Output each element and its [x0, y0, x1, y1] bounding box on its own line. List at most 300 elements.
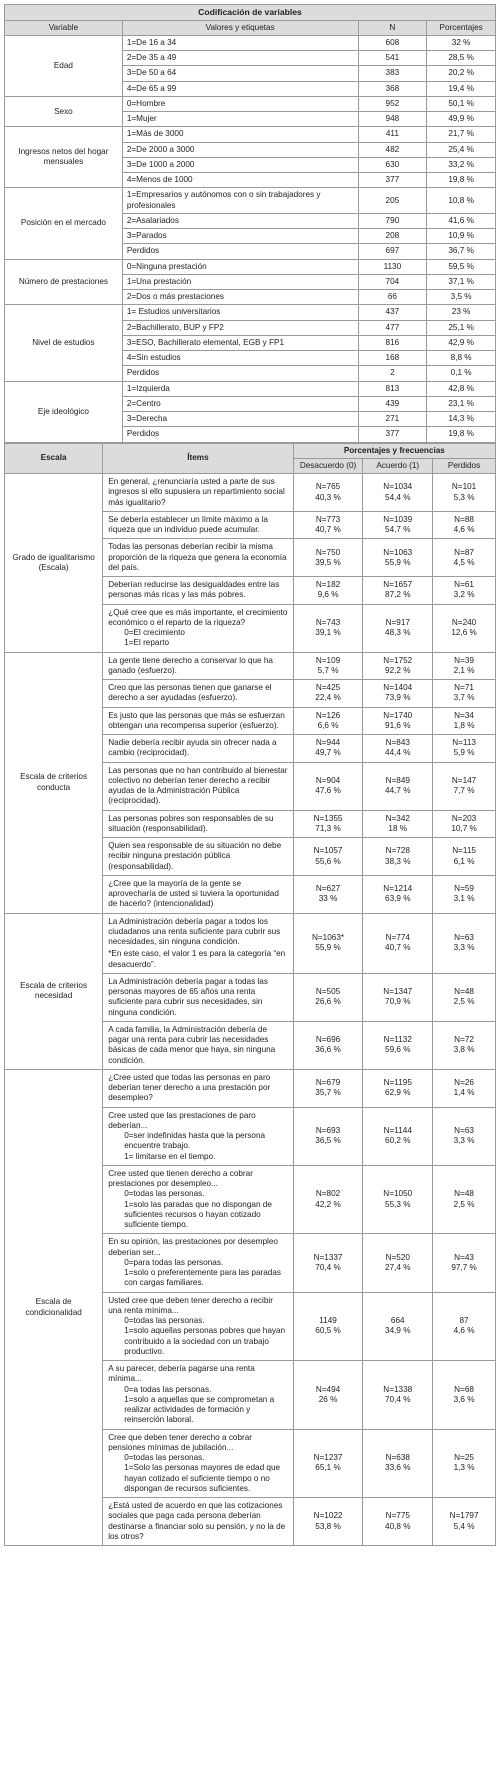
acuerdo-cell — [363, 1165, 433, 1234]
n-cell: 411 — [358, 127, 427, 142]
perdidos-cell — [433, 1498, 496, 1546]
count-value: N=1144 — [383, 1126, 412, 1136]
item-question: Es justo que las personas que más se esfuerzan obtengan una recompensa superior (esfuerzo). — [108, 710, 285, 730]
item-option: 0=todas las personas. — [124, 1316, 205, 1326]
count-value: N=1022 — [313, 1511, 343, 1521]
percent-cell: 36,7 % — [427, 244, 496, 259]
item-option: 1=Solo las personas mayores de edad que hayan cotizado el suficiente tiempo o no dispongan de recursos suficientes. — [124, 1463, 281, 1493]
percent-value: 6,6 % — [317, 720, 339, 730]
variable-cell: Edad — [5, 35, 123, 96]
desacuerdo-cell — [293, 1107, 363, 1165]
percent-cell: 25,1 % — [427, 320, 496, 335]
n-cell: 948 — [358, 112, 427, 127]
desacuerdo-cell — [293, 810, 363, 838]
count-value: N=1057 — [313, 846, 343, 856]
count-value: N=59 — [454, 884, 474, 894]
count-value: N=728 — [385, 846, 410, 856]
percent-value: 1,4 % — [453, 1088, 475, 1098]
variable-cell: Ingresos netos del hogar mensuales — [5, 127, 123, 188]
acuerdo-cell — [363, 652, 433, 680]
percent-value: 60,2 % — [385, 1136, 411, 1146]
item-question: Cree usted que tienen derecho a cobrar prestaciones por desempleo... — [108, 1168, 253, 1189]
percent-value: 3,8 % — [453, 1045, 475, 1055]
percent-value: 55,9 % — [385, 557, 411, 567]
variable-cell: Nivel de estudios — [5, 305, 123, 381]
value-label-cell: Perdidos — [122, 427, 358, 442]
n-cell: 437 — [358, 305, 427, 320]
count-value: N=1338 — [383, 1384, 413, 1394]
acuerdo-cell — [363, 913, 433, 973]
value-label-cell: 1=Mujer — [122, 112, 358, 127]
count-value: N=68 — [454, 1384, 474, 1394]
count-value: N=26 — [454, 1078, 474, 1088]
desacuerdo-cell — [293, 511, 363, 539]
value-label-cell: 1=Más de 3000 — [122, 127, 358, 142]
percent-value: 5,3 % — [453, 492, 475, 502]
scale-cell: Grado de igualitarismo (Escala) — [5, 474, 103, 653]
count-value: N=494 — [315, 1384, 341, 1394]
percent-value: 70,4 % — [385, 1394, 411, 1404]
percent-value: 3,3 % — [453, 1136, 475, 1146]
item-cell — [103, 539, 294, 577]
value-label-cell: 4=Sin estudios — [122, 351, 358, 366]
percent-cell: 28,5 % — [427, 51, 496, 66]
variable-cell: Sexo — [5, 96, 123, 127]
item-question: Deberían reducirse las desigualdades entre las personas más ricas y las más pobres. — [108, 580, 280, 600]
perdidos-cell — [433, 762, 496, 810]
percent-value: 36,6 % — [315, 1045, 341, 1055]
count-value: N=147 — [451, 775, 477, 785]
count-value: N=904 — [315, 775, 341, 785]
item-cell — [103, 913, 294, 973]
desacuerdo-cell — [293, 604, 363, 652]
perdidos-cell — [433, 1292, 496, 1361]
count-value: N=1214 — [383, 884, 413, 894]
percent-value: 39,5 % — [315, 557, 341, 567]
desacuerdo-cell — [293, 838, 363, 876]
percent-cell: 10,9 % — [427, 229, 496, 244]
count-value: N=696 — [315, 1035, 341, 1045]
percent-cell: 37,1 % — [427, 274, 496, 289]
item-cell — [103, 1234, 294, 1292]
count-value: N=1063 — [383, 547, 413, 557]
item-question: Todas las personas deberían recibir la misma proporción de la riqueza que genera la economía del país. — [108, 542, 287, 572]
count-value: N=774 — [385, 933, 410, 943]
percent-value: 5,7 % — [317, 665, 339, 675]
col-header-desacuerdo: Desacuerdo (0) — [293, 458, 363, 473]
item-option: 1=El reparto — [124, 638, 170, 648]
count-value: N=34 — [454, 710, 474, 720]
acuerdo-cell — [363, 875, 433, 913]
percent-cell: 8,8 % — [427, 351, 496, 366]
percent-cell: 3,5 % — [427, 290, 496, 305]
value-label-cell: Perdidos — [122, 366, 358, 381]
count-value: N=113 — [452, 738, 476, 748]
percent-value: 2,5 % — [453, 997, 475, 1007]
count-value: N=115 — [452, 846, 476, 856]
desacuerdo-cell — [293, 652, 363, 680]
item-cell — [103, 1069, 294, 1107]
value-label-cell: 1=Una prestación — [122, 274, 358, 289]
desacuerdo-cell — [293, 735, 363, 763]
percent-value: 97,7 % — [451, 1263, 477, 1273]
count-value: N=1237 — [313, 1453, 343, 1463]
table-row — [5, 127, 496, 142]
value-label-cell: 2=De 35 a 49 — [122, 51, 358, 66]
percent-value: 26 % — [318, 1394, 338, 1404]
count-value: N=917 — [385, 617, 410, 627]
acuerdo-cell — [363, 810, 433, 838]
count-value: N=1132 — [383, 1035, 412, 1045]
percent-value: 33,6 % — [385, 1463, 411, 1473]
item-option: 0=todas las personas. — [124, 1453, 205, 1463]
col-header-variable: Variable — [5, 20, 123, 35]
count-value: N=63 — [454, 1126, 474, 1136]
acuerdo-cell — [363, 539, 433, 577]
percent-cell: 25,4 % — [427, 142, 496, 157]
table-row — [5, 259, 496, 274]
item-question: ¿Cree que la mayoría de la gente se aprovecharía de usted si tuviera la oportunidad de hacerlo? (intencionalidad) — [108, 878, 279, 909]
acuerdo-cell — [363, 1429, 433, 1498]
desacuerdo-cell — [293, 1069, 363, 1107]
desacuerdo-cell — [293, 1292, 363, 1361]
perdidos-cell — [433, 707, 496, 735]
acuerdo-cell — [363, 762, 433, 810]
perdidos-cell — [433, 913, 496, 973]
item-question: ¿Qué cree que es más importante, el crecimiento económico o el reparto de la riqueza? — [108, 607, 288, 627]
percent-value: 70,9 % — [385, 997, 411, 1007]
percent-value: 22,4 % — [315, 693, 341, 703]
perdidos-cell — [433, 810, 496, 838]
count-value: 1149 — [319, 1316, 337, 1326]
percent-cell: 21,7 % — [427, 127, 496, 142]
col-header-acuerdo: Acuerdo (1) — [363, 458, 433, 473]
acuerdo-cell — [363, 604, 433, 652]
count-value: N=773 — [315, 514, 341, 524]
percent-cell: 33,2 % — [427, 157, 496, 172]
item-option: 1= limitarse en el tiempo. — [124, 1151, 216, 1161]
item-cell — [103, 838, 294, 876]
count-value: N=765 — [315, 482, 341, 492]
count-value: N=425 — [315, 683, 341, 693]
percent-cell: 23 % — [427, 305, 496, 320]
item-question: En su opinión, las prestaciones por desempleo deberían ser... — [108, 1237, 278, 1257]
percent-value: 40,7 % — [315, 525, 341, 535]
count-value: N=1355 — [313, 813, 343, 823]
percent-value: 2,1 % — [453, 665, 475, 675]
percent-value: 38,3 % — [385, 856, 411, 866]
perdidos-cell — [433, 680, 496, 708]
value-label-cell: 1=De 16 a 34 — [122, 35, 358, 50]
count-value: N=48 — [454, 1189, 474, 1199]
item-option: 1=solo a aquellas que se comprometan a realizar actividades de formación y reinserción laboral. — [124, 1394, 275, 1425]
n-cell: 952 — [358, 96, 427, 111]
count-value: N=944 — [315, 738, 341, 748]
percent-value: 55,6 % — [315, 856, 341, 866]
count-value: N=1740 — [383, 710, 413, 720]
scale-cell: Escala de criterios conducta — [5, 652, 103, 913]
percent-value: 7,7 % — [453, 786, 475, 796]
variables-coding-table — [4, 4, 496, 443]
count-value: N=61 — [454, 580, 474, 590]
n-cell: 377 — [358, 427, 427, 442]
percent-value: 9,6 % — [317, 590, 339, 600]
percent-value: 92,2 % — [385, 665, 411, 675]
desacuerdo-cell — [293, 1498, 363, 1546]
item-cell — [103, 577, 294, 605]
item-option: 0=todas las personas. — [124, 1189, 205, 1199]
percent-value: 54,7 % — [385, 525, 411, 535]
perdidos-cell — [433, 1069, 496, 1107]
count-value: N=1039 — [383, 514, 413, 524]
value-label-cell: Perdidos — [122, 244, 358, 259]
count-value: N=638 — [385, 1453, 410, 1463]
n-cell: 2 — [358, 366, 427, 381]
n-cell: 608 — [358, 35, 427, 50]
percent-value: 40,3 % — [315, 492, 341, 502]
percent-value: 3,1 % — [453, 894, 475, 904]
count-value: N=1063* — [311, 933, 345, 943]
count-value: N=505 — [315, 987, 341, 997]
table-row — [5, 305, 496, 320]
value-label-cell: 3=Parados — [122, 229, 358, 244]
percent-value: 55,3 % — [385, 1199, 411, 1209]
desacuerdo-cell — [293, 680, 363, 708]
acuerdo-cell — [363, 1498, 433, 1546]
value-label-cell: 3=Derecha — [122, 412, 358, 427]
col-header-n: N — [358, 20, 427, 35]
count-value: N=750 — [315, 547, 341, 557]
col-header-perdidos: Perdidos — [433, 458, 496, 473]
count-value: N=802 — [315, 1189, 341, 1199]
count-value: N=1752 — [383, 655, 413, 665]
percent-value: 4,6 % — [453, 1326, 475, 1336]
desacuerdo-cell — [293, 875, 363, 913]
desacuerdo-cell — [293, 539, 363, 577]
percent-value: 70,4 % — [315, 1263, 341, 1273]
variable-cell: Número de prestaciones — [5, 259, 123, 305]
n-cell: 630 — [358, 157, 427, 172]
percent-value: 4,6 % — [453, 525, 475, 535]
count-value: N=1034 — [383, 482, 413, 492]
item-question: Nadie debería recibir ayuda sin ofrecer nada a cambio (reciprocidad). — [108, 738, 277, 758]
item-cell — [103, 1107, 294, 1165]
count-value: N=25 — [454, 1453, 474, 1463]
n-cell: 168 — [358, 351, 427, 366]
item-cell — [103, 810, 294, 838]
count-value: N=88 — [454, 514, 474, 524]
count-value: N=240 — [451, 617, 477, 627]
scales-items-table — [4, 443, 496, 1547]
n-cell: 208 — [358, 229, 427, 244]
percent-value: 62,9 % — [385, 1088, 411, 1098]
count-value: N=63 — [454, 933, 474, 943]
n-cell: 477 — [358, 320, 427, 335]
desacuerdo-cell — [293, 1429, 363, 1498]
count-value: N=342 — [385, 813, 410, 823]
table-row — [5, 35, 496, 50]
value-label-cell: 2=De 2000 a 3000 — [122, 142, 358, 157]
value-label-cell: 1=Empresarios y autónomos con o sin trabajadores y profesionales — [122, 188, 358, 214]
document — [4, 0, 496, 1546]
item-cell — [103, 735, 294, 763]
percent-value: 91,6 % — [385, 720, 411, 730]
perdidos-cell — [433, 511, 496, 539]
perdidos-cell — [433, 577, 496, 605]
item-question: A cada familia, la Administración debería de pagar una renta para cubrir las necesidades básicas de cada menor que haya, sin ninguna condición. — [108, 1024, 276, 1065]
perdidos-cell — [433, 1234, 496, 1292]
percent-value: 18 % — [388, 823, 408, 833]
percent-value: 63,9 % — [385, 894, 411, 904]
count-value: N=520 — [385, 1252, 410, 1262]
count-value: N=43 — [454, 1252, 474, 1262]
count-value: N=775 — [385, 1511, 410, 1521]
col-header-percent: Porcentajes — [427, 20, 496, 35]
acuerdo-cell — [363, 707, 433, 735]
perdidos-cell — [433, 1429, 496, 1498]
percent-value: 4,5 % — [453, 557, 475, 567]
percent-value: 60,5 % — [315, 1326, 341, 1336]
n-cell: 66 — [358, 290, 427, 305]
item-cell — [103, 1021, 294, 1069]
item-option: 1=solo o preferentemente para las paradas con cargas familiares. — [124, 1268, 281, 1288]
desacuerdo-cell — [293, 577, 363, 605]
item-question: Las personas pobres son responsables de su situación (responsabilidad). — [108, 813, 274, 833]
table-row — [5, 652, 496, 680]
value-label-cell: 1= Estudios universitarios — [122, 305, 358, 320]
table-title: Codificación de variables — [5, 5, 496, 21]
percent-value: 3,6 % — [453, 1394, 475, 1404]
count-value: 87 — [459, 1316, 469, 1326]
perdidos-cell — [433, 973, 496, 1021]
item-cell — [103, 1361, 294, 1430]
percent-value: 12,6 % — [451, 628, 477, 638]
count-value: N=72 — [454, 1035, 474, 1045]
percent-cell: 23,1 % — [427, 396, 496, 411]
percent-cell: 41,6 % — [427, 213, 496, 228]
percent-value: 27,4 % — [385, 1263, 411, 1273]
percent-value: 1,3 % — [453, 1463, 475, 1473]
count-value: N=1337 — [313, 1252, 343, 1262]
desacuerdo-cell — [293, 1021, 363, 1069]
percent-value: 33 % — [318, 894, 338, 904]
desacuerdo-cell — [293, 1165, 363, 1234]
percent-cell: 0,1 % — [427, 366, 496, 381]
n-cell: 790 — [358, 213, 427, 228]
desacuerdo-cell — [293, 1361, 363, 1430]
count-value: N=39 — [454, 655, 474, 665]
perdidos-cell — [433, 1361, 496, 1430]
percent-value: 40,8 % — [385, 1521, 411, 1531]
percent-cell: 32 % — [427, 35, 496, 50]
percent-cell: 42,9 % — [427, 335, 496, 350]
n-cell: 704 — [358, 274, 427, 289]
percent-value: 59,6 % — [385, 1045, 411, 1055]
acuerdo-cell — [363, 1107, 433, 1165]
acuerdo-cell — [363, 1292, 433, 1361]
value-label-cell: 2=Asalariados — [122, 213, 358, 228]
count-value: N=109 — [315, 655, 341, 665]
variable-cell: Posición en el mercado — [5, 188, 123, 259]
n-cell: 205 — [358, 188, 427, 214]
item-cell — [103, 762, 294, 810]
count-value: N=182 — [315, 580, 341, 590]
n-cell: 816 — [358, 335, 427, 350]
percent-cell: 20,2 % — [427, 66, 496, 81]
percent-value: 5,9 % — [453, 748, 475, 758]
item-cell — [103, 973, 294, 1021]
percent-value: 44,7 % — [385, 786, 411, 796]
perdidos-cell — [433, 735, 496, 763]
count-value: N=126 — [315, 710, 341, 720]
percent-cell: 19,8 % — [427, 427, 496, 442]
desacuerdo-cell — [293, 973, 363, 1021]
item-question: Las personas que no han contribuido al bienestar colectivo no deberían tener derecho a recibir ayudas de la Administración Pública (reciprocidad). — [108, 765, 288, 806]
scale-cell: Escala de condicionalidad — [5, 1069, 103, 1545]
item-cell — [103, 511, 294, 539]
percent-value: 3,2 % — [453, 590, 475, 600]
item-cell — [103, 652, 294, 680]
count-value: N=101 — [451, 482, 477, 492]
percent-cell: 10,8 % — [427, 188, 496, 214]
item-question: Usted cree que deben tener derecho a recibir una renta mínima... — [108, 1295, 273, 1315]
variable-cell: Eje ideológico — [5, 381, 123, 442]
desacuerdo-cell — [293, 762, 363, 810]
count-value: N=693 — [315, 1126, 341, 1136]
value-label-cell: 2=Centro — [122, 396, 358, 411]
n-cell: 813 — [358, 381, 427, 396]
value-label-cell: 2=Bachillerato, BUP y FP2 — [122, 320, 358, 335]
item-option: 0=para todas las personas. — [124, 1257, 224, 1267]
n-cell: 383 — [358, 66, 427, 81]
value-label-cell: 2=Dos o más prestaciones — [122, 290, 358, 305]
count-value: N=1195 — [383, 1078, 412, 1088]
item-question: La gente tiene derecho a conservar lo que ha ganado (esfuerzo). — [108, 655, 273, 675]
perdidos-cell — [433, 604, 496, 652]
count-value: N=679 — [315, 1078, 341, 1088]
perdidos-cell — [433, 1021, 496, 1069]
acuerdo-cell — [363, 474, 433, 512]
count-value: N=203 — [451, 813, 477, 823]
count-value: N=48 — [454, 987, 474, 997]
table-row — [5, 188, 496, 214]
n-cell: 482 — [358, 142, 427, 157]
percent-value: 42,2 % — [315, 1199, 341, 1209]
item-question: A su parecer, debería pagarse una renta mínima... — [108, 1364, 255, 1384]
percent-value: 87,2 % — [385, 590, 411, 600]
desacuerdo-cell — [293, 913, 363, 973]
item-cell — [103, 1498, 294, 1546]
percent-cell: 14,3 % — [427, 412, 496, 427]
acuerdo-cell — [363, 1361, 433, 1430]
table-row — [5, 381, 496, 396]
count-value: N=849 — [385, 775, 410, 785]
n-cell: 697 — [358, 244, 427, 259]
count-value: N=1050 — [383, 1189, 413, 1199]
acuerdo-cell — [363, 680, 433, 708]
acuerdo-cell — [363, 735, 433, 763]
item-cell — [103, 680, 294, 708]
count-value: 664 — [390, 1316, 405, 1326]
count-value: N=1347 — [383, 987, 413, 997]
item-cell — [103, 1292, 294, 1361]
percent-cell: 19,8 % — [427, 173, 496, 188]
acuerdo-cell — [363, 838, 433, 876]
item-cell — [103, 875, 294, 913]
col-header-group: Porcentajes y frecuencias — [293, 443, 495, 458]
table-row — [5, 96, 496, 111]
percent-value: 44,4 % — [385, 748, 411, 758]
